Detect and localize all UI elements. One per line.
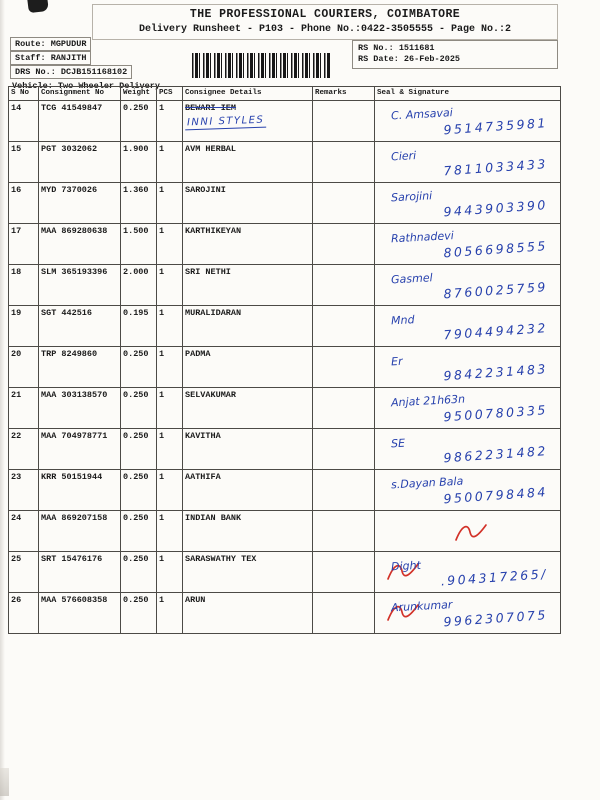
- cell-sno: 19: [9, 306, 39, 347]
- cell-weight: 1.900: [121, 142, 157, 183]
- consignee-printed-name: ARUN: [185, 595, 206, 605]
- cell-sno: 24: [9, 511, 39, 552]
- header-weight: Weight: [121, 87, 157, 101]
- cell-pcs: 1: [157, 511, 183, 552]
- table-row: [9, 511, 561, 552]
- vehicle-value: Two Wheeler Delivery: [57, 81, 160, 91]
- cell-sno: 23: [9, 470, 39, 511]
- cell-consignment-no: KRR 50151944: [39, 470, 121, 511]
- cell-pcs: 1: [157, 306, 183, 347]
- consignee-printed-name: SELVAKUMAR: [185, 390, 237, 400]
- cell-sno: 15: [9, 142, 39, 183]
- signature-scribble: SE: [390, 436, 406, 451]
- header-consignee-details: Consignee Details: [183, 87, 313, 101]
- consignee-printed-name: INDIAN BANK: [185, 513, 242, 523]
- cell-remarks: [313, 388, 375, 429]
- consignee-printed-name: AVM HERBAL: [185, 144, 237, 154]
- cell-consignee-details: [183, 306, 313, 347]
- signature-phone: 9443903390: [442, 197, 549, 220]
- cell-consignment-no: MAA 576608358: [39, 593, 121, 634]
- scan-artifact: [27, 0, 49, 13]
- rs-date-label: RS Date:: [358, 54, 399, 64]
- consignee-printed-name: KAVITHA: [185, 431, 221, 441]
- red-pen-mark-icon: [453, 521, 489, 548]
- table-row: [9, 429, 561, 470]
- cell-pcs: 1: [157, 388, 183, 429]
- cell-pcs: 1: [157, 101, 183, 142]
- rs-info-box: [352, 40, 558, 69]
- drs-field: [10, 65, 132, 79]
- cell-sno: 17: [9, 224, 39, 265]
- cell-seal-signature: [375, 511, 561, 552]
- cell-seal-signature: [375, 593, 561, 634]
- table-header-row: [9, 87, 561, 101]
- cell-consignee-details: [183, 511, 313, 552]
- cell-consignment-no: MAA 704978771: [39, 429, 121, 470]
- rs-no-line: [358, 43, 552, 54]
- signature-phone: 7811033433: [442, 156, 549, 179]
- cell-seal-signature: [375, 470, 561, 511]
- cell-pcs: 1: [157, 552, 183, 593]
- cell-consignment-no: SRT 15476176: [39, 552, 121, 593]
- signature-phone: 7904494232: [442, 320, 549, 343]
- cell-weight: 0.250: [121, 552, 157, 593]
- signature-scribble: Cieri: [390, 149, 417, 164]
- table-row: [9, 101, 561, 142]
- cell-remarks: [313, 224, 375, 265]
- cell-sno: 20: [9, 347, 39, 388]
- consignee-printed-name: PADMA: [185, 349, 211, 359]
- cell-remarks: [313, 552, 375, 593]
- cell-pcs: 1: [157, 347, 183, 388]
- cell-remarks: [313, 429, 375, 470]
- cell-consignment-no: MAA 869207158: [39, 511, 121, 552]
- signature-scribble: Mnd: [390, 313, 415, 328]
- cell-consignment-no: MAA 869280638: [39, 224, 121, 265]
- signature-phone: .904317265/: [440, 566, 549, 589]
- cell-weight: 0.250: [121, 388, 157, 429]
- cell-seal-signature: [375, 347, 561, 388]
- cell-remarks: [313, 101, 375, 142]
- cell-seal-signature: [375, 183, 561, 224]
- cell-seal-signature: [375, 265, 561, 306]
- runsheet-subtitle: Delivery Runsheet - P103 - Phone No.:0422-3505555 - Page No.:2: [138, 24, 512, 35]
- table-row: [9, 552, 561, 593]
- signature-scribble: Arunkumar: [390, 598, 453, 615]
- cell-remarks: [313, 183, 375, 224]
- consignee-printed-name: BEWARI IEM: [185, 103, 237, 113]
- signature-phone: 9500798484: [442, 484, 549, 507]
- table-row: [9, 347, 561, 388]
- cell-pcs: 1: [157, 142, 183, 183]
- consignee-printed-name: MURALIDARAN: [185, 308, 242, 318]
- signature-phone: 9514735981: [442, 115, 549, 138]
- consignee-printed-name: AATHIFA: [185, 472, 221, 482]
- cell-sno: 22: [9, 429, 39, 470]
- cell-consignment-no: TCG 41549847: [39, 101, 121, 142]
- consignee-handwritten-name: INNI STYLES: [185, 115, 267, 131]
- consignee-printed-name: SARASWATHY TEX: [185, 554, 257, 564]
- cell-consignee-details: [183, 388, 313, 429]
- cell-consignment-no: TRP 8249860: [39, 347, 121, 388]
- signature-scribble: Gasmel: [390, 271, 433, 287]
- cell-pcs: 1: [157, 429, 183, 470]
- drs-value: DCJB151168102: [60, 67, 128, 77]
- cell-weight: 2.000: [121, 265, 157, 306]
- cell-consignment-no: SLM 365193396: [39, 265, 121, 306]
- cell-consignment-no: MYD 7370026: [39, 183, 121, 224]
- document-header: [92, 4, 558, 40]
- rs-date-line: [358, 54, 552, 65]
- cell-remarks: [313, 265, 375, 306]
- rs-no-label: RS No.:: [358, 43, 394, 53]
- cell-weight: 0.250: [121, 347, 157, 388]
- signature-scribble: Er: [390, 354, 403, 369]
- cell-weight: 0.250: [121, 511, 157, 552]
- cell-consignee-details: [183, 470, 313, 511]
- cell-pcs: 1: [157, 470, 183, 511]
- cell-consignee-details: [183, 429, 313, 470]
- cell-seal-signature: [375, 142, 561, 183]
- cell-pcs: 1: [157, 183, 183, 224]
- cell-weight: 0.195: [121, 306, 157, 347]
- cell-remarks: [313, 593, 375, 634]
- staff-field: [10, 51, 91, 65]
- cell-consignee-details: [183, 552, 313, 593]
- cell-consignee-details: [183, 265, 313, 306]
- route-value: MGPUDUR: [50, 39, 87, 49]
- cell-weight: 0.250: [121, 593, 157, 634]
- cell-weight: 0.250: [121, 429, 157, 470]
- rs-no-value: 1511681: [398, 43, 435, 53]
- signature-scribble: s.Dayan Bala: [390, 474, 464, 492]
- header-pcs: PCS: [157, 87, 183, 101]
- cell-consignee-details: [183, 101, 313, 142]
- signature-phone: 9862231482: [442, 443, 549, 466]
- cell-pcs: 1: [157, 224, 183, 265]
- cell-seal-signature: [375, 224, 561, 265]
- cell-consignment-no: PGT 3032062: [39, 142, 121, 183]
- route-field: [10, 37, 91, 51]
- table-row: [9, 183, 561, 224]
- signature-scribble: Sarojini: [390, 189, 433, 205]
- scan-artifact-bottom: [0, 768, 9, 796]
- header-seal-signature: Seal & Signature: [375, 87, 561, 101]
- cell-sno: 21: [9, 388, 39, 429]
- cell-seal-signature: [375, 388, 561, 429]
- consignee-printed-name: SAROJINI: [185, 185, 226, 195]
- consignee-printed-name: SRI NETHI: [185, 267, 231, 277]
- cell-sno: 14: [9, 101, 39, 142]
- signature-phone: 8056698555: [442, 238, 549, 261]
- table-row: [9, 142, 561, 183]
- barcode: [192, 53, 330, 78]
- company-title: THE PROFESSIONAL COURIERS, COIMBATORE: [189, 8, 461, 21]
- cell-remarks: [313, 142, 375, 183]
- cell-sno: 18: [9, 265, 39, 306]
- signature-phone: 9500780335: [442, 402, 549, 425]
- runsheet-table: [8, 86, 561, 634]
- table-row: [9, 265, 561, 306]
- table-row: [9, 306, 561, 347]
- signature-scribble: Rathnadevi: [390, 229, 455, 246]
- table-row: [9, 470, 561, 511]
- cell-remarks: [313, 347, 375, 388]
- cell-consignee-details: [183, 224, 313, 265]
- header-consignment-no: Consignment No: [39, 87, 121, 101]
- cell-pcs: 1: [157, 593, 183, 634]
- cell-remarks: [313, 470, 375, 511]
- cell-consignment-no: MAA 303138570: [39, 388, 121, 429]
- cell-weight: 1.500: [121, 224, 157, 265]
- cell-pcs: 1: [157, 265, 183, 306]
- cell-weight: 0.250: [121, 101, 157, 142]
- cell-seal-signature: [375, 101, 561, 142]
- header-sno: S No: [9, 87, 39, 101]
- cell-consignee-details: [183, 347, 313, 388]
- table-row: [9, 388, 561, 429]
- cell-seal-signature: [375, 306, 561, 347]
- staff-value: RANJITH: [50, 53, 87, 63]
- consignee-printed-name: KARTHIKEYAN: [185, 226, 242, 236]
- signature-phone: 9842231483: [442, 361, 549, 384]
- signature-scribble: Dight: [390, 558, 422, 574]
- cell-seal-signature: [375, 552, 561, 593]
- cell-weight: 0.250: [121, 470, 157, 511]
- signature-scribble: C. Amsavai: [390, 106, 454, 123]
- scan-edge-shading: [0, 0, 5, 800]
- cell-sno: 26: [9, 593, 39, 634]
- cell-consignment-no: SGT 442516: [39, 306, 121, 347]
- vehicle-label: Vehicle:: [12, 81, 53, 91]
- cell-sno: 25: [9, 552, 39, 593]
- cell-sno: 16: [9, 183, 39, 224]
- table-row: [9, 224, 561, 265]
- header-remarks: Remarks: [313, 87, 375, 101]
- cell-weight: 1.360: [121, 183, 157, 224]
- cell-remarks: [313, 306, 375, 347]
- cell-consignee-details: [183, 183, 313, 224]
- signature-scribble: Anjat 21h63n: [390, 392, 466, 410]
- route-label: Route:: [15, 39, 46, 49]
- cell-seal-signature: [375, 429, 561, 470]
- signature-phone: 9962307075: [442, 607, 549, 630]
- table-row: [9, 593, 561, 634]
- cell-consignee-details: [183, 593, 313, 634]
- rs-date-value: 26-Feb-2025: [403, 54, 461, 64]
- cell-remarks: [313, 511, 375, 552]
- cell-consignee-details: [183, 142, 313, 183]
- drs-label: DRS No.:: [15, 67, 56, 77]
- runsheet-table-body: [9, 101, 561, 634]
- signature-phone: 8760025759: [442, 279, 549, 302]
- staff-label: Staff:: [15, 53, 46, 63]
